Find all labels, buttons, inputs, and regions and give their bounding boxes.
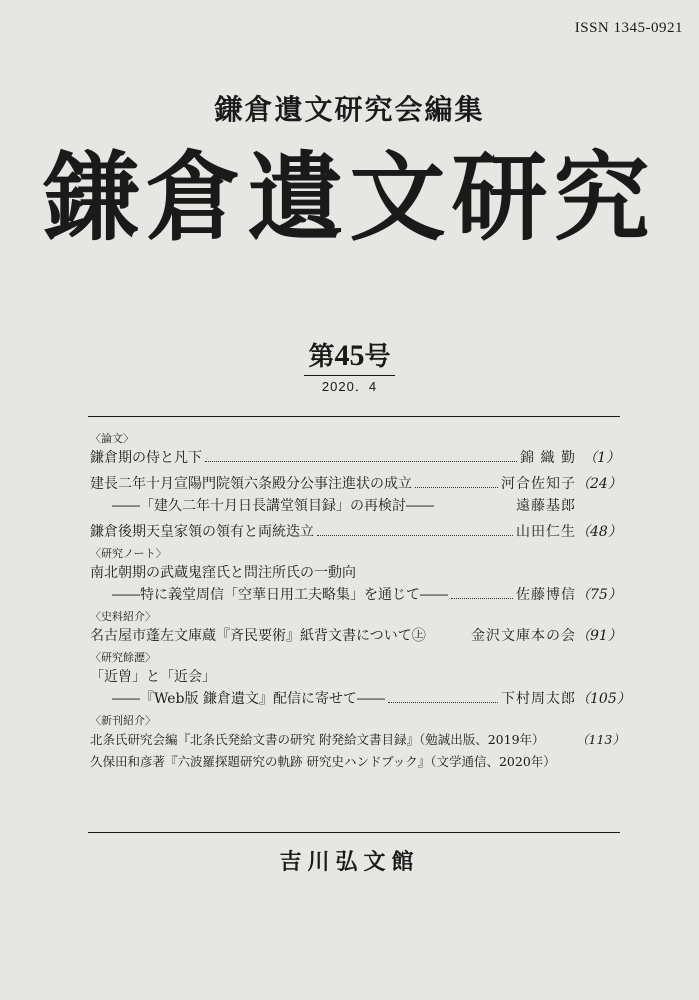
journal-title: 鎌倉遺文研究: [43, 141, 656, 254]
entry-title: 南北朝期の武蔵鬼窪氏と問注所氏の一動向: [90, 565, 356, 581]
toc-entry: [90, 751, 620, 773]
entry-author: 錦 織 勤: [520, 450, 576, 466]
toc-entry: [90, 447, 620, 469]
toc-entry-subtitle: [90, 584, 620, 606]
issue-suffix: 号: [364, 342, 391, 372]
section-label: 〈論文〉: [90, 432, 134, 445]
entry-author: 河合佐知子: [501, 476, 576, 492]
publisher-name: 吉川弘文館: [279, 849, 420, 875]
entry-page: （105）: [576, 691, 631, 707]
top-rule: [88, 416, 620, 417]
entry-subtitle: ――特に義堂周信「空華日用工夫略集」を通じて――: [112, 587, 448, 603]
toc-entry: [90, 666, 620, 688]
entry-author: 山田仁生: [516, 524, 576, 540]
entry-subtitle: ――『Web版 鎌倉遺文』配信に寄せて――: [112, 691, 385, 707]
editor-line: 鎌倉遺文研究会編集: [214, 93, 485, 126]
entry-page: （24）: [576, 476, 622, 492]
issue-number-value: 45: [334, 339, 365, 372]
toc-section-note: [90, 546, 620, 606]
leader-dots: [388, 702, 498, 703]
toc-section-yoreki: [90, 650, 631, 710]
issue-date: 2020．4: [321, 379, 378, 394]
entry-page: （75）: [576, 587, 622, 603]
toc-section-ronbun: [90, 431, 620, 543]
entry-page: （1）: [583, 450, 620, 466]
toc-entry: [90, 473, 620, 495]
table-of-contents: [90, 428, 631, 773]
section-label: 〈史料紹介〉: [90, 610, 156, 623]
bottom-rule: [88, 832, 620, 833]
entry-author: 金沢文庫本の会: [471, 628, 576, 644]
entry-title: 「近曽」と「近会」: [90, 669, 216, 685]
toc-entry-subtitle: [90, 688, 631, 710]
section-label: 〈新刊紹介〉: [90, 714, 156, 727]
entry-page: （91）: [576, 628, 622, 644]
issn-number: ISSN 1345-0921: [574, 20, 683, 36]
toc-entry-subtitle: [90, 495, 620, 517]
entry-title: 鎌倉後期天皇家領の領有と両統迭立: [90, 524, 314, 540]
leader-dots: [415, 487, 498, 488]
leader-dots: [317, 535, 513, 536]
section-label: 〈研究ノート〉: [90, 547, 167, 560]
entry-author: 佐藤博信: [516, 587, 576, 603]
entry-page: （113）: [576, 732, 625, 747]
toc-entry: [90, 521, 620, 543]
entry-page: （48）: [576, 524, 622, 540]
entry-title: 名古屋市蓬左文庫蔵『斉民要術』紙背文書について㊤: [90, 628, 426, 644]
leader-dots: [205, 461, 517, 462]
leader-dots: [451, 598, 513, 599]
toc-entry: [90, 625, 620, 647]
entry-title: 北条氏研究会編『北条氏発給文書の研究 附発給文書目録』（勉誠出版、2019年）: [90, 732, 545, 747]
toc-entry: [90, 729, 625, 751]
issue-prefix: 第: [308, 342, 335, 372]
entry-author: 遠藤基郎: [516, 498, 576, 514]
entry-title: 久保田和彦著『六波羅探題研究の軌跡 研究史ハンドブック』（文学通信、2020年）: [90, 754, 556, 769]
issue-number: [304, 336, 394, 376]
entry-subtitle: ――「建久二年十月日長講堂領目録」の再検討――: [112, 498, 434, 514]
section-label: 〈研究餘瀝〉: [90, 651, 156, 664]
entry-author: 下村周太郎: [501, 691, 576, 707]
toc-section-shiryo: [90, 609, 620, 647]
toc-section-shinkan: [90, 713, 625, 773]
entry-title: 建長二年十月宣陽門院領六条殿分公事注進状の成立: [90, 476, 412, 492]
issue-heading: [0, 336, 699, 376]
entry-title: 鎌倉期の侍と凡下: [90, 450, 202, 466]
toc-entry: [90, 562, 620, 584]
